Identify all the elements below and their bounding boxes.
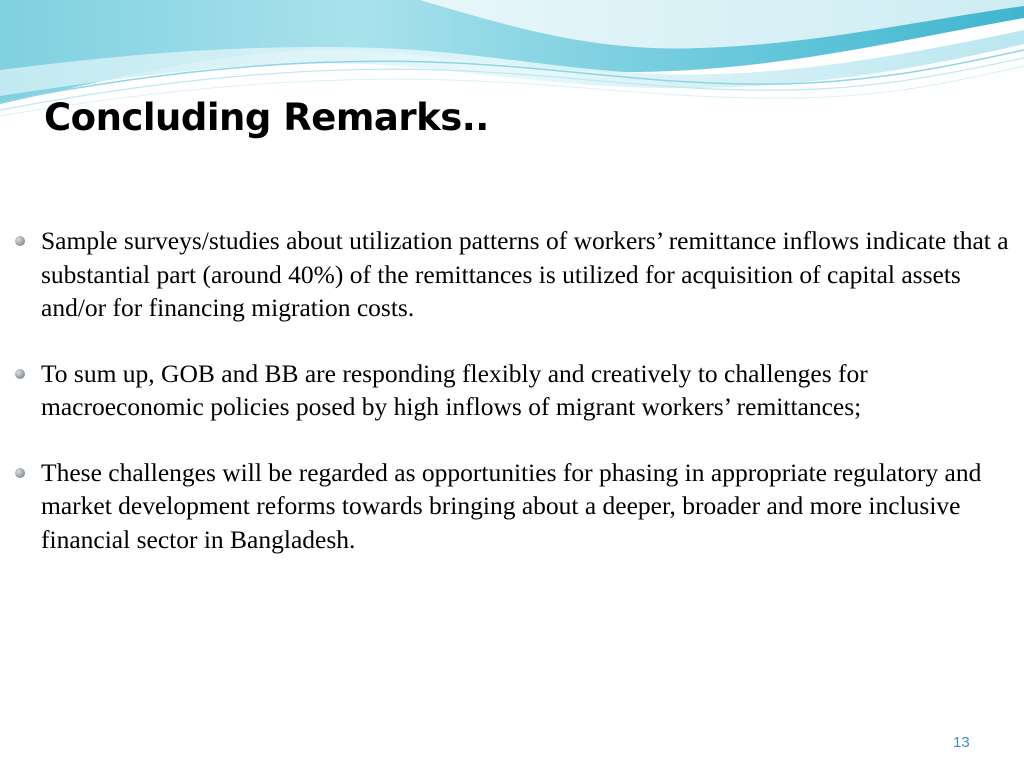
bullet-text: To sum up, GOB and BB are responding flexibly and creatively to challenges for macroeconomic policies posed by high inflows of migrant workers’ remittances;	[41, 358, 868, 421]
bullet-item	[0, 357, 1024, 424]
bullet-text: These challenges will be regarded as opportunities for phasing in appropriate regulatory and market development reforms towards bringing about a deeper, broader and more inclusive financial sector in Bangladesh.	[41, 457, 982, 554]
slide-title: Concluding Remarks..	[44, 96, 489, 139]
bullet-dot-icon	[15, 236, 25, 246]
bullet-dot-icon	[15, 369, 25, 379]
page-number: 13	[953, 734, 970, 751]
bullet-item	[0, 456, 1024, 557]
bullet-list	[0, 224, 1024, 556]
bullet-dot-icon	[15, 468, 25, 478]
bullet-text: Sample surveys/studies about utilization patterns of workers’ remittance inflows indicate that a substantial part (around 40%) of the remittances is utilized for acquisition of capital assets and/or for financing migration costs.	[41, 226, 1009, 322]
bullet-item	[0, 224, 1024, 325]
